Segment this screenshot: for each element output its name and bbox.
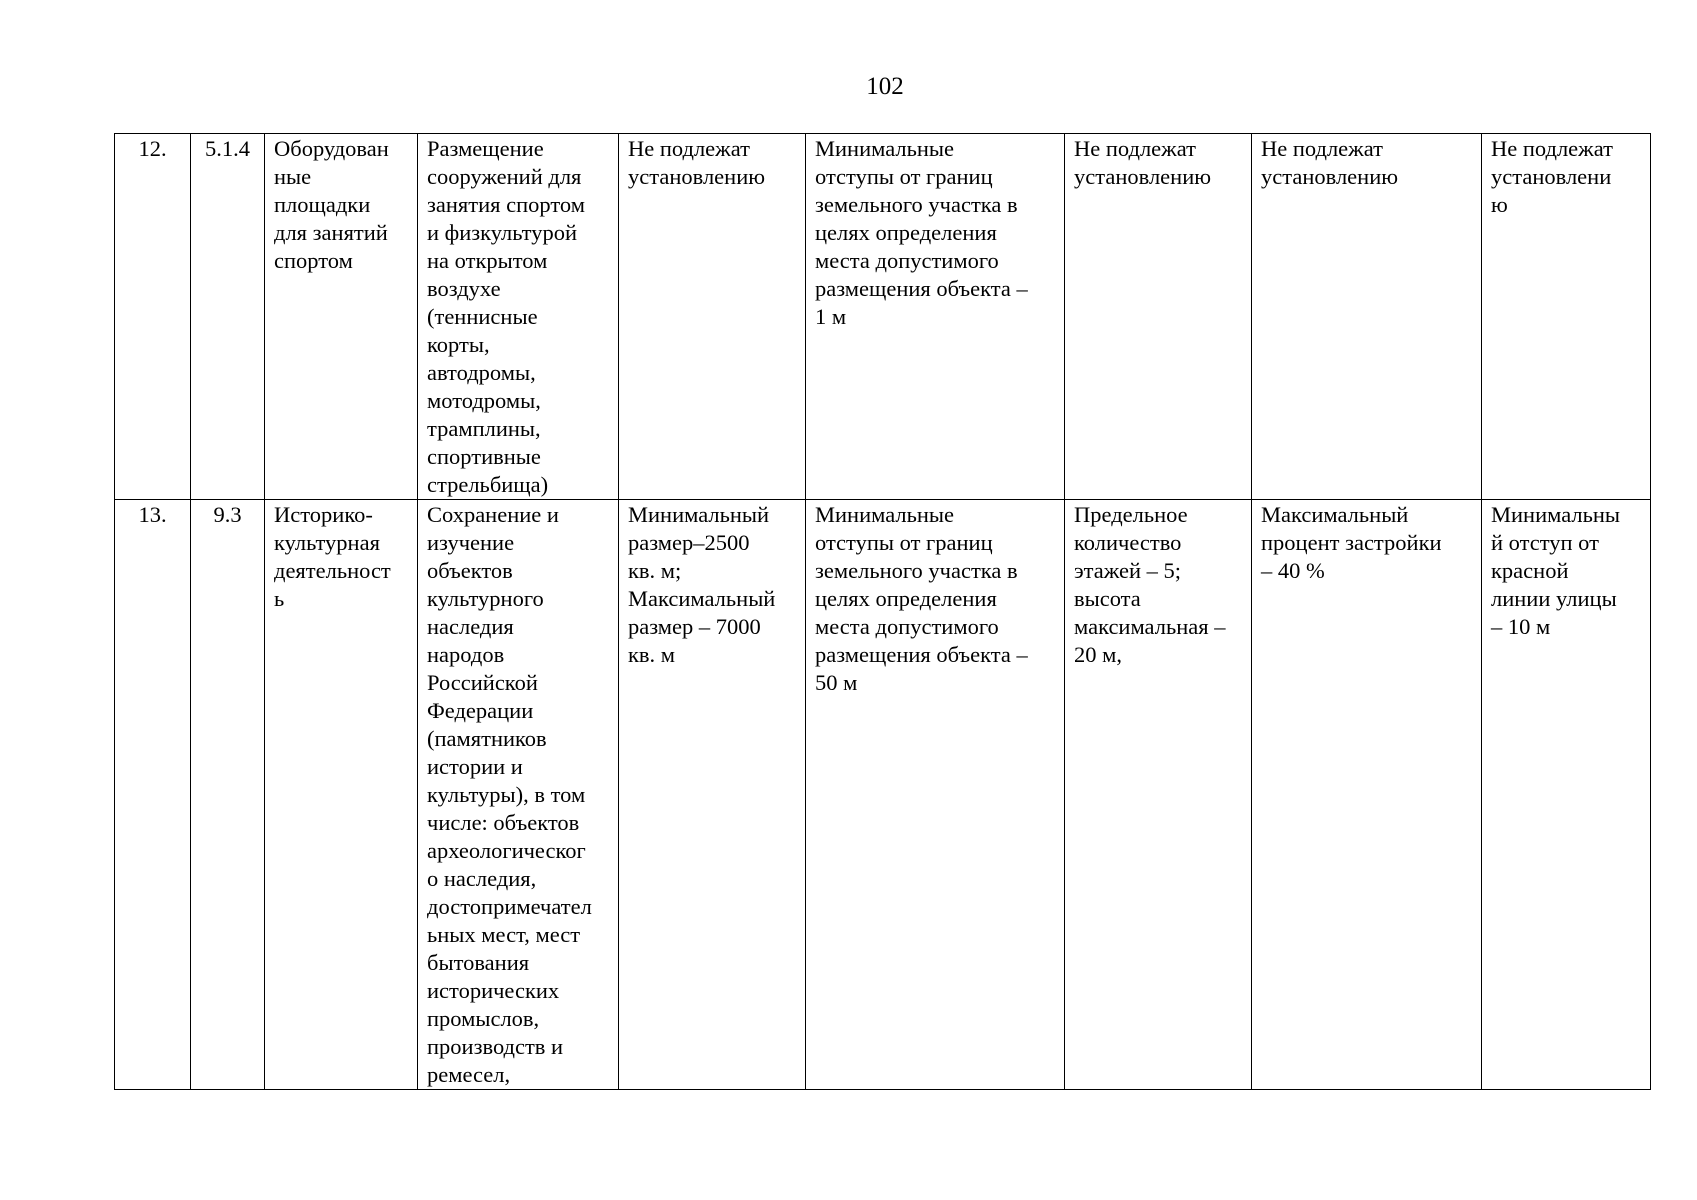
cell-text-line: кв. м (628, 642, 676, 667)
cell-text-line: народов (427, 642, 505, 667)
description-cell (418, 134, 619, 500)
cell-text-line: – 10 м (1491, 614, 1551, 639)
cell-text-line: Минимальный (628, 502, 770, 527)
cell-text-line: спортивные (427, 444, 541, 469)
cell-text-line: Максимальный (628, 586, 776, 611)
cell-text-line: культуры), в том (427, 782, 586, 807)
cell-text-line: корты, (427, 332, 490, 357)
cell-text-line: Оборудован (274, 136, 389, 161)
cell-text-line: объектов (427, 558, 513, 583)
cell-text-line: кв. м; (628, 558, 682, 583)
row-number: 13. (138, 502, 167, 527)
cell-text-line: площадки (274, 192, 371, 217)
cell-text-line: ьных мест, мест (427, 922, 581, 947)
cell-text-line: занятия спортом (427, 192, 585, 217)
cell-text-line: истории и (427, 754, 523, 779)
cell-text-line: спортом (274, 248, 353, 273)
cell-text-line: Предельное (1074, 502, 1188, 527)
table-row (115, 134, 1651, 500)
cell-text-line: процент застройки (1261, 530, 1442, 555)
page-number: 102 (866, 73, 904, 100)
cell-text-line: – 40 % (1261, 558, 1325, 583)
cell-text-line: места допустимого (815, 248, 999, 273)
row-number-cell (115, 134, 191, 500)
cell-text-line: Размещение (427, 136, 544, 161)
cell-text-line: места допустимого (815, 614, 999, 639)
cell-text-line: производств и (427, 1034, 564, 1059)
cell-text-line: (памятников (427, 726, 547, 751)
cell-text-line: достопримечател (427, 894, 592, 919)
cell-text-line: исторических (427, 978, 560, 1003)
cell-text-line: Не подлежат (1074, 136, 1196, 161)
cell-text-line: отступы от границ (815, 164, 993, 189)
cell-text-line: Российской (427, 670, 538, 695)
cell-text-line: установлению (1074, 164, 1212, 189)
cell-text-line: целях определения (815, 220, 997, 245)
use-code: 9.3 (213, 502, 242, 527)
cell-text-line: целях определения (815, 586, 997, 611)
cell-text-line: установлению (1261, 164, 1399, 189)
cell-text-line: установлению (628, 164, 766, 189)
code-cell (191, 134, 265, 500)
cell-text-line: для занятий (274, 220, 388, 245)
cell-text-line: ремесел, (427, 1062, 511, 1087)
setbacks-cell (806, 134, 1065, 500)
cell-text-line: мотодромы, (427, 388, 541, 413)
cell-text-line: Минимальны (1491, 502, 1621, 527)
cell-text-line: Не подлежат (1261, 136, 1383, 161)
other-cell (1482, 134, 1651, 500)
floors-cell (1065, 134, 1252, 500)
table-row (115, 500, 1651, 1090)
cell-text-line: культурного (427, 586, 544, 611)
cell-text-line: Сохранение и (427, 502, 559, 527)
cell-text-line: й отступ от (1491, 530, 1599, 555)
cell-text-line: линии улицы (1491, 586, 1617, 611)
cell-text-line: ь (274, 586, 285, 611)
cell-text-line: деятельност (274, 558, 391, 583)
name-cell (265, 500, 418, 1090)
cell-text-line: Не подлежат (1491, 136, 1613, 161)
cell-text-line: максимальная – (1074, 614, 1226, 639)
cell-text-line: высота (1074, 586, 1141, 611)
cell-text-line: ные (274, 164, 312, 189)
name-cell (265, 134, 418, 500)
cell-text-line: земельного участка в (815, 192, 1018, 217)
cell-text-line: 50 м (815, 670, 858, 695)
row-number: 12. (138, 136, 167, 161)
plot-size-cell (619, 134, 806, 500)
cell-text-line: Максимальный (1261, 502, 1409, 527)
cell-text-line: 1 м (815, 304, 847, 329)
coverage-cell (1252, 500, 1482, 1090)
other-cell (1482, 500, 1651, 1090)
cell-text-line: размер–2500 (628, 530, 750, 555)
cell-text-line: количество (1074, 530, 1182, 555)
cell-text-line: археологическог (427, 838, 586, 863)
description-cell (418, 500, 619, 1090)
cell-text-line: этажей – 5; (1074, 558, 1182, 583)
cell-text-line: (теннисные (427, 304, 538, 329)
plot-size-cell (619, 500, 806, 1090)
regulations-table (114, 133, 1651, 1090)
cell-text-line: Федерации (427, 698, 534, 723)
cell-text-line: Историко- (274, 502, 373, 527)
cell-text-line: изучение (427, 530, 515, 555)
cell-text-line: наследия (427, 614, 514, 639)
cell-text-line: 20 м, (1074, 642, 1122, 667)
cell-text-line: числе: объектов (427, 810, 580, 835)
cell-text-line: воздухе (427, 276, 501, 301)
coverage-cell (1252, 134, 1482, 500)
cell-text-line: установлени (1491, 164, 1612, 189)
cell-text-line: культурная (274, 530, 380, 555)
cell-text-line: ю (1491, 192, 1508, 217)
cell-text-line: трамплины, (427, 416, 541, 441)
cell-text-line: Не подлежат (628, 136, 750, 161)
cell-text-line: земельного участка в (815, 558, 1018, 583)
cell-text-line: размещения объекта – (815, 276, 1028, 301)
cell-text-line: Минимальные (815, 136, 955, 161)
cell-text-line: на открытом (427, 248, 548, 273)
cell-text-line: бытования (427, 950, 530, 975)
cell-text-line: красной (1491, 558, 1569, 583)
use-code: 5.1.4 (205, 136, 250, 161)
cell-text-line: стрельбища) (427, 472, 549, 497)
cell-text-line: о наследия, (427, 866, 537, 891)
floors-cell (1065, 500, 1252, 1090)
cell-text-line: сооружений для (427, 164, 582, 189)
cell-text-line: отступы от границ (815, 530, 993, 555)
cell-text-line: Минимальные (815, 502, 955, 527)
cell-text-line: размещения объекта – (815, 642, 1028, 667)
table-body (115, 134, 1651, 1090)
cell-text-line: размер – 7000 (628, 614, 761, 639)
cell-text-line: автодромы, (427, 360, 536, 385)
code-cell (191, 500, 265, 1090)
cell-text-line: промыслов, (427, 1006, 540, 1031)
setbacks-cell (806, 500, 1065, 1090)
cell-text-line: и физкультурой (427, 220, 578, 245)
row-number-cell (115, 500, 191, 1090)
